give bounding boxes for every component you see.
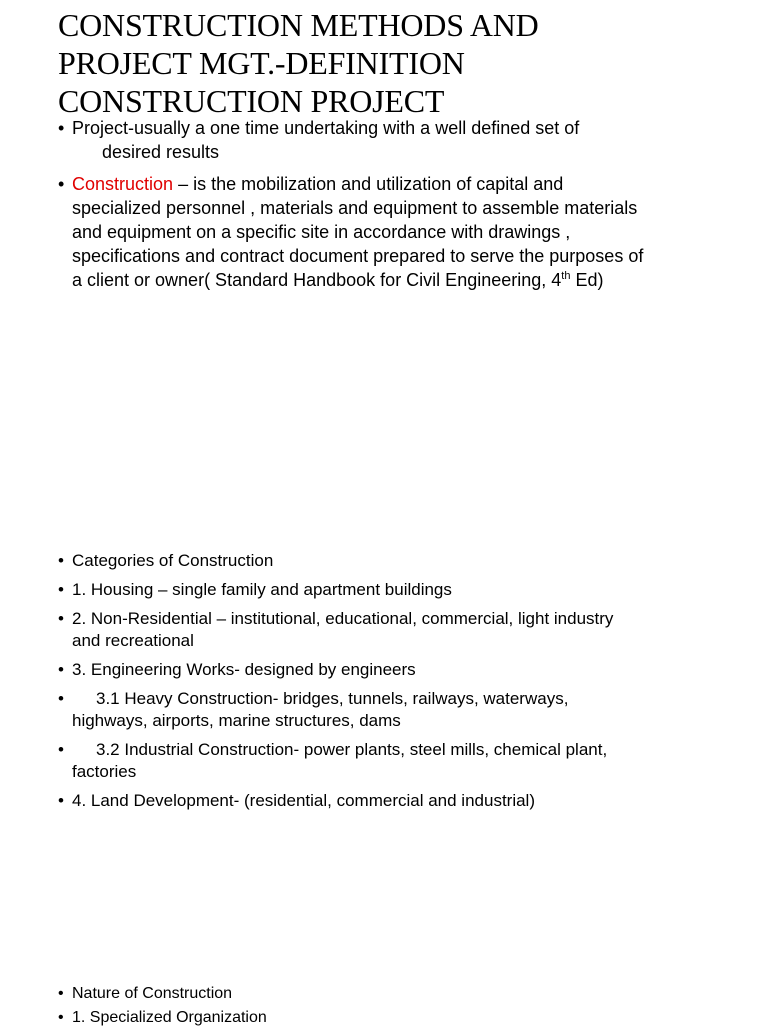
definitions-list: [58, 116, 748, 300]
title-line-3: CONSTRUCTION PROJECT: [58, 83, 445, 119]
bullet-dot: •: [58, 580, 64, 599]
list-item: [58, 983, 748, 1005]
list-item: [58, 659, 748, 681]
bullet-project: [58, 116, 748, 164]
list-item: [58, 579, 748, 601]
title-line-2: PROJECT MGT.-DEFINITION: [58, 45, 465, 81]
list-item-text: 3. Engineering Works- designed by engineers: [72, 660, 416, 679]
citation-text: a client or owner( Standard Handbook for Civil Engineering, 4: [72, 270, 562, 290]
construction-line-3: and equipment on a specific site in accordance with drawings ,: [72, 222, 571, 242]
bullet-dot: •: [58, 985, 64, 1002]
list-item-text: Nature of Construction: [72, 985, 233, 1002]
list-item-text: 4. Land Development- (residential, commercial and industrial): [72, 791, 535, 810]
list-item-text: 1. Specialized Organization: [72, 1009, 267, 1026]
project-line-2: desired results: [102, 142, 220, 162]
list-item-text: 3.2 Industrial Construction- power plants, steel mills, chemical plant,: [96, 740, 608, 759]
citation-superscript: th: [561, 270, 571, 282]
bullet-dot: •: [58, 1009, 64, 1026]
bullet-dot: •: [58, 740, 64, 759]
project-line-1: Project-usually a one time undertaking with a well defined set of: [72, 118, 580, 138]
list-item-text: 3.1 Heavy Construction- bridges, tunnels, railways, waterways,: [96, 689, 569, 708]
bullet-dot: •: [58, 609, 64, 628]
construction-line-4: specifications and contract document prepared to serve the purposes of: [72, 246, 644, 266]
list-item: [58, 790, 748, 812]
bullet-dot: •: [58, 689, 64, 708]
bullet-dot: •: [58, 118, 65, 138]
bullet-construction: [58, 172, 748, 292]
list-item-text-cont: highways, airports, marine structures, dams: [72, 711, 401, 730]
construction-line-2: specialized personnel , materials and equipment to assemble materials: [72, 198, 638, 218]
list-item: [58, 739, 748, 783]
bullet-dot: •: [58, 660, 64, 679]
list-item-text: Categories of Construction: [72, 551, 274, 570]
list-item-text-cont: factories: [72, 762, 137, 781]
citation-end: Ed): [570, 270, 604, 290]
list-item-text-cont: and recreational: [72, 631, 194, 650]
construction-term: Construction: [72, 174, 174, 194]
list-item-text: 2. Non-Residential – institutional, educational, commercial, light industry: [72, 609, 614, 628]
title-line-1: CONSTRUCTION METHODS AND: [58, 7, 539, 43]
list-item: [58, 550, 748, 572]
list-item: [58, 688, 748, 732]
construction-line-5: [72, 268, 748, 292]
list-item: [58, 1007, 748, 1029]
construction-def: – is the mobilization and utilization of capital and: [173, 174, 564, 194]
page-title: [58, 6, 758, 120]
list-item: [58, 608, 748, 652]
bullet-dot: •: [58, 174, 65, 194]
list-item-text: 1. Housing – single family and apartment buildings: [72, 580, 452, 599]
construction-line-1: [72, 172, 748, 196]
bullet-dot: •: [58, 791, 64, 810]
categories-list: [58, 550, 748, 819]
bullet-dot: •: [58, 551, 64, 570]
